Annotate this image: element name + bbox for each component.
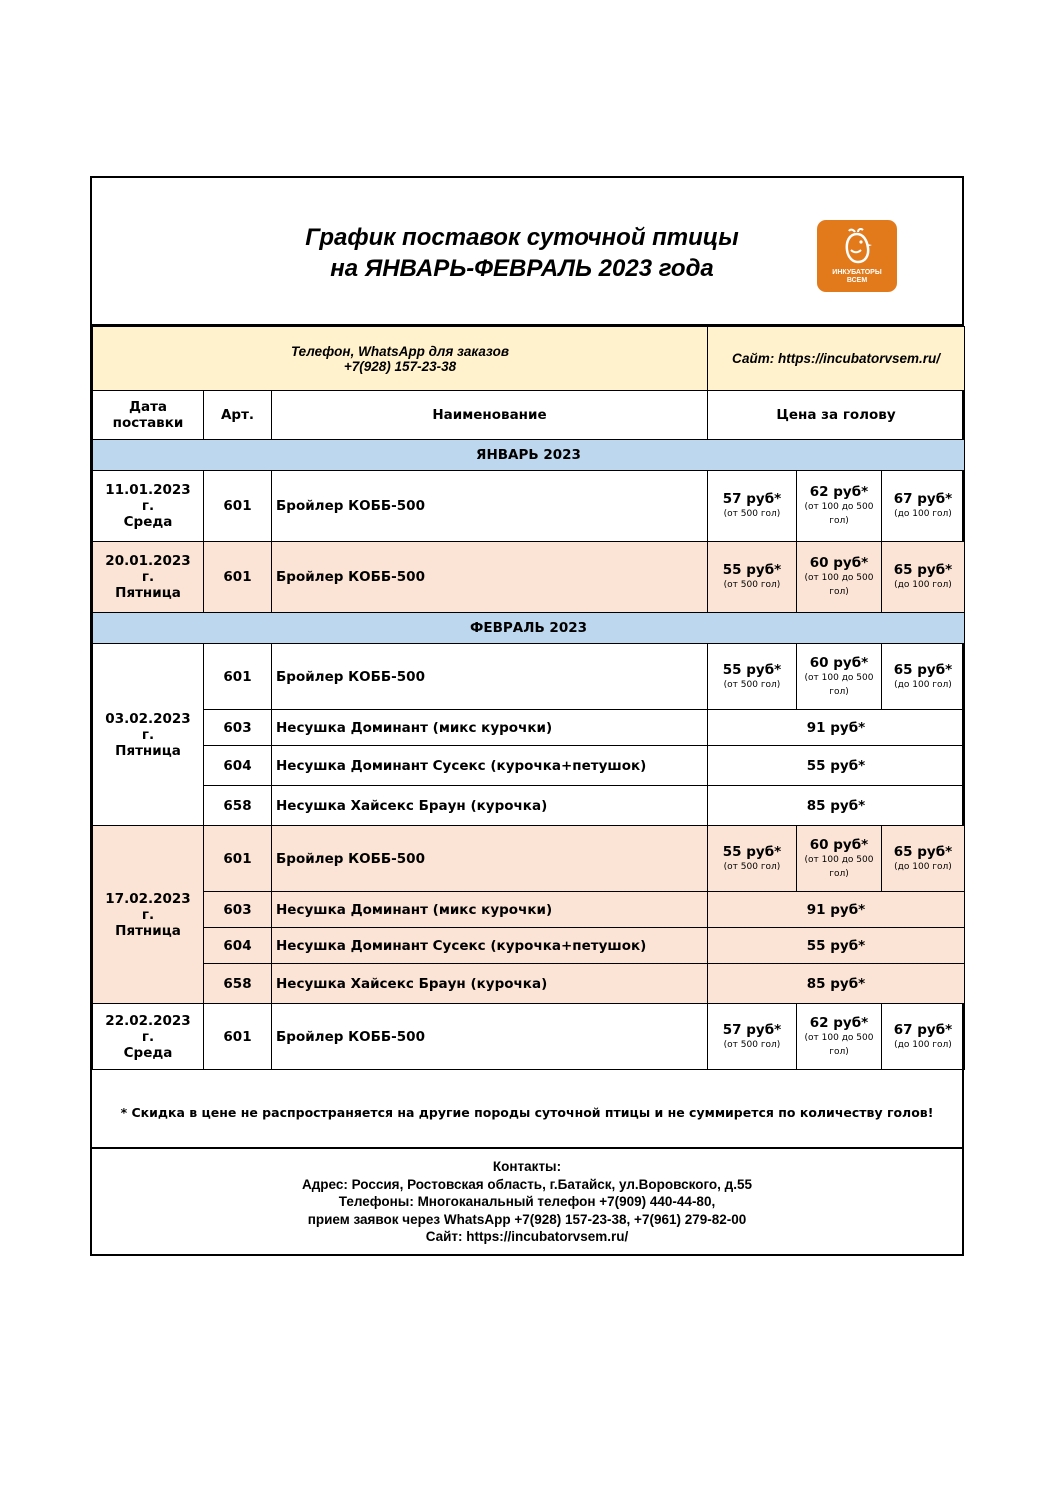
price-tier-100-500 xyxy=(797,826,882,892)
delivery-date: 17.02.2023 г. xyxy=(105,890,191,923)
price-value: 55 руб* xyxy=(722,562,782,578)
schedule-table xyxy=(92,326,965,1070)
price-tier-100-500 xyxy=(797,471,882,542)
delivery-date: 03.02.2023 г. xyxy=(105,710,191,743)
page-title xyxy=(222,222,822,284)
price-single: 55 руб* xyxy=(708,746,965,786)
contacts-site-link[interactable]: Сайт: https://incubatorvsem.ru/ xyxy=(425,1229,629,1244)
price-note: (до 100 гол) xyxy=(894,861,952,872)
price-note: (до 100 гол) xyxy=(894,509,952,519)
table-row xyxy=(93,1004,965,1070)
contacts-address: Адрес: Россия, Ростовская область, г.Батайск, ул.Воровского, д.55 xyxy=(301,1176,752,1192)
price-value: 65 руб* xyxy=(893,843,953,860)
price-note: (до 100 гол) xyxy=(894,679,952,690)
price-value: 55 руб* xyxy=(722,661,782,678)
incubators-logo xyxy=(817,220,897,292)
price-tier-500 xyxy=(708,471,797,542)
price-value: 65 руб* xyxy=(893,562,953,578)
product-name: Несушка Хайсекс Браун (курочка) xyxy=(272,786,708,826)
price-tier-100 xyxy=(882,644,965,710)
price-single: 85 руб* xyxy=(708,964,965,1004)
price-value: 67 руб* xyxy=(893,491,953,507)
price-single: 85 руб* xyxy=(708,786,965,826)
delivery-weekday: Пятница xyxy=(115,585,181,601)
price-value: 57 руб* xyxy=(722,491,782,507)
product-name: Несушка Доминант Сусекс (курочка+петушок) xyxy=(272,928,708,964)
price-tier-500 xyxy=(708,644,797,710)
price-tier-100 xyxy=(882,1004,965,1070)
title-line-2: на ЯНВАРЬ-ФЕВРАЛЬ 2023 года xyxy=(330,255,714,282)
logo-text-line-1: ИНКУБАТОРЫ xyxy=(832,269,882,276)
order-phone-label: Телефон, WhatsApp для заказов xyxy=(290,343,510,359)
article-number: 604 xyxy=(204,746,272,786)
article-number: 603 xyxy=(204,710,272,746)
delivery-date-cell xyxy=(93,1004,204,1070)
delivery-date-cell xyxy=(93,644,204,826)
table-row xyxy=(93,892,965,928)
product-name: Несушка Доминант (микс курочки) xyxy=(272,710,708,746)
product-name: Бройлер КОББ-500 xyxy=(272,471,708,542)
site-link[interactable]: Сайт: https://incubatorvsem.ru/ xyxy=(708,327,965,391)
price-note: (от 500 гол) xyxy=(723,509,781,519)
article-number: 604 xyxy=(204,928,272,964)
price-tier-100-500 xyxy=(797,1004,882,1070)
price-value: 62 руб* xyxy=(809,484,869,500)
product-name: Несушка Доминант (микс курочки) xyxy=(272,892,708,928)
price-value: 62 руб* xyxy=(809,1014,869,1031)
discount-footnote: * Скидка в цене не распространяется на другие породы суточной птицы и не суммирется по количеству голов! xyxy=(92,1076,962,1149)
price-value: 57 руб* xyxy=(722,1021,782,1038)
delivery-date-cell xyxy=(93,471,204,542)
delivery-weekday: Среда xyxy=(123,1044,173,1061)
article-number: 601 xyxy=(204,1004,272,1070)
price-value: 60 руб* xyxy=(809,836,869,853)
order-phone-number[interactable]: +7(928) 157-23-38 xyxy=(343,358,457,374)
contacts-whatsapp[interactable]: прием заявок через WhatsApp +7(928) 157-23-38, +7(961) 279-82-00 xyxy=(307,1211,747,1227)
price-note: (от 100 до 500 гол) xyxy=(804,573,874,597)
chick-icon xyxy=(841,228,873,268)
month-label: ЯНВАРЬ 2023 xyxy=(93,440,965,471)
price-tier-500 xyxy=(708,826,797,892)
column-header-row xyxy=(93,391,965,440)
col-header-name: Наименование xyxy=(272,391,708,440)
price-note: (от 500 гол) xyxy=(723,679,781,690)
month-header-january xyxy=(93,440,965,471)
title-line-1: График поставок суточной птицы xyxy=(305,224,739,251)
article-number: 603 xyxy=(204,892,272,928)
price-tier-100 xyxy=(882,542,965,613)
price-single: 91 руб* xyxy=(708,892,965,928)
article-number: 601 xyxy=(204,644,272,710)
table-row xyxy=(93,644,965,710)
col-header-art: Арт. xyxy=(204,391,272,440)
price-value: 60 руб* xyxy=(809,654,869,671)
col-header-date: Дата поставки xyxy=(93,391,204,440)
price-note: (от 100 до 500 гол) xyxy=(804,854,874,879)
month-header-february xyxy=(93,613,965,644)
price-schedule-sheet xyxy=(90,176,964,1256)
table-row xyxy=(93,542,965,613)
article-number: 658 xyxy=(204,964,272,1004)
contacts-block xyxy=(92,1158,962,1246)
price-value: 67 руб* xyxy=(893,1021,953,1038)
article-number: 601 xyxy=(204,471,272,542)
price-value: 55 руб* xyxy=(722,843,782,860)
price-value: 65 руб* xyxy=(893,661,953,678)
delivery-date: 20.01.2023 г. xyxy=(105,553,191,585)
table-row xyxy=(93,746,965,786)
table-row xyxy=(93,964,965,1004)
price-tier-100 xyxy=(882,471,965,542)
price-tier-100-500 xyxy=(797,542,882,613)
col-header-price: Цена за голову xyxy=(708,391,965,440)
price-note: (от 100 до 500 гол) xyxy=(804,672,874,697)
price-tier-100 xyxy=(882,826,965,892)
price-note: (до 100 гол) xyxy=(894,580,952,590)
price-note: (от 100 до 500 гол) xyxy=(804,502,874,526)
order-phone-cell xyxy=(93,327,708,391)
delivery-date-cell xyxy=(93,826,204,1004)
product-name: Бройлер КОББ-500 xyxy=(272,644,708,710)
price-note: (от 500 гол) xyxy=(723,861,781,872)
delivery-date: 11.01.2023 г. xyxy=(105,482,191,514)
price-note: (до 100 гол) xyxy=(894,1039,952,1050)
title-block xyxy=(92,178,962,326)
price-note: (от 500 гол) xyxy=(723,1039,781,1050)
price-tier-100-500 xyxy=(797,644,882,710)
table-row xyxy=(93,826,965,892)
logo-text-line-2: ВСЕМ xyxy=(846,277,868,284)
price-single: 55 руб* xyxy=(708,928,965,964)
price-tier-500 xyxy=(708,542,797,613)
product-name: Бройлер КОББ-500 xyxy=(272,1004,708,1070)
article-number: 601 xyxy=(204,542,272,613)
article-number: 658 xyxy=(204,786,272,826)
contacts-phones[interactable]: Телефоны: Многоканальный телефон +7(909) 440-44-80, xyxy=(338,1194,716,1209)
delivery-weekday: Пятница xyxy=(115,742,181,759)
price-note: (от 100 до 500 гол) xyxy=(804,1032,874,1057)
delivery-date-cell xyxy=(93,542,204,613)
table-row xyxy=(93,710,965,746)
product-name: Бройлер КОББ-500 xyxy=(272,542,708,613)
contact-band xyxy=(93,327,965,391)
product-name: Бройлер КОББ-500 xyxy=(272,826,708,892)
price-single: 91 руб* xyxy=(708,710,965,746)
table-row xyxy=(93,786,965,826)
product-name: Несушка Доминант Сусекс (курочка+петушок) xyxy=(272,746,708,786)
delivery-weekday: Пятница xyxy=(115,922,181,939)
delivery-date: 22.02.2023 г. xyxy=(105,1012,191,1045)
price-value: 60 руб* xyxy=(809,555,869,571)
contacts-heading: Контакты: xyxy=(492,1159,562,1174)
delivery-weekday: Среда xyxy=(123,514,173,530)
article-number: 601 xyxy=(204,826,272,892)
table-row xyxy=(93,471,965,542)
product-name: Несушка Хайсекс Браун (курочка) xyxy=(272,964,708,1004)
price-note: (от 500 гол) xyxy=(723,580,781,590)
table-row xyxy=(93,928,965,964)
month-label: ФЕВРАЛЬ 2023 xyxy=(93,613,965,644)
price-tier-500 xyxy=(708,1004,797,1070)
